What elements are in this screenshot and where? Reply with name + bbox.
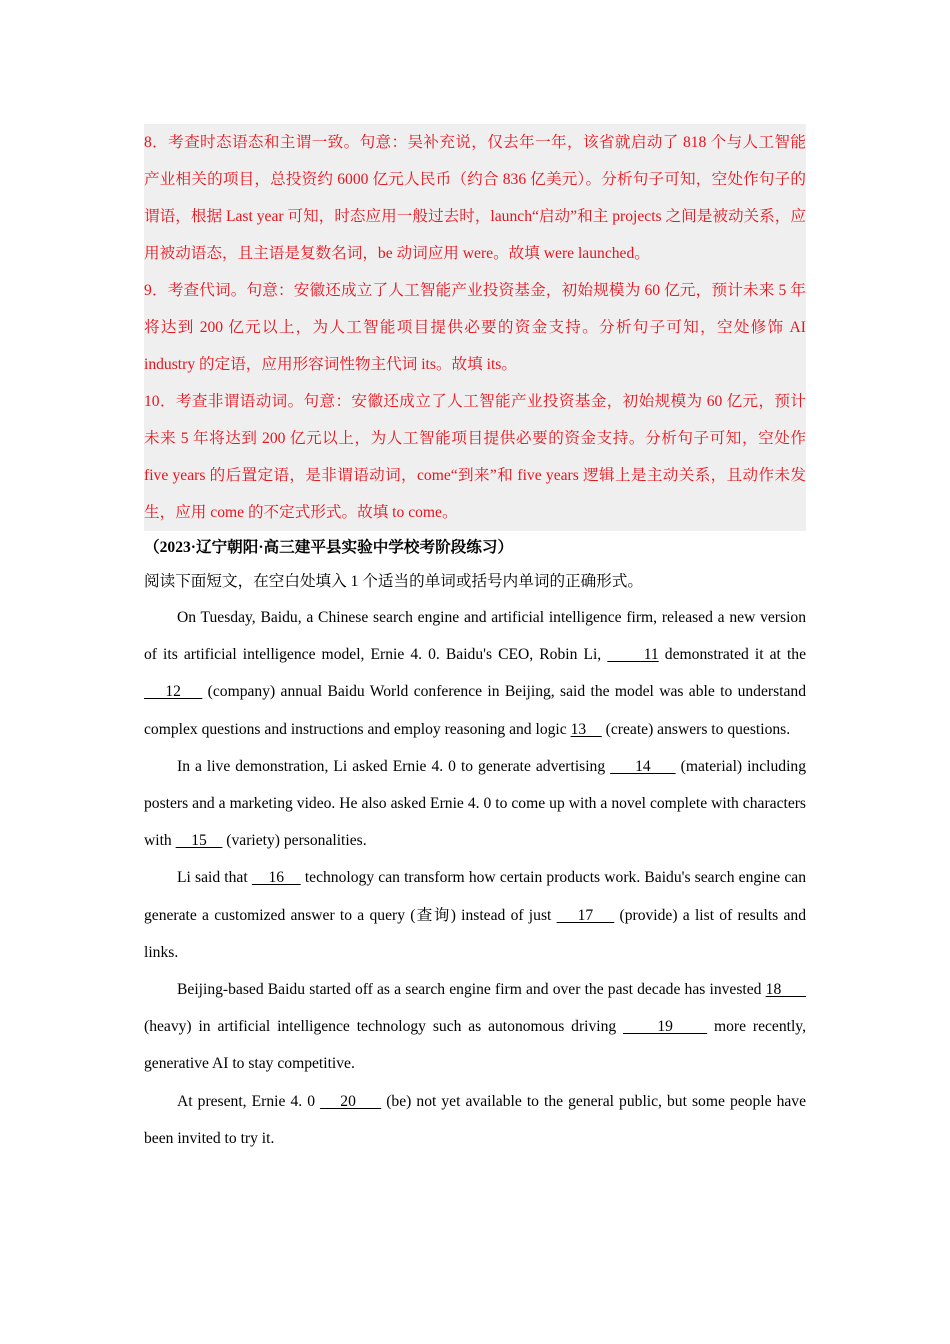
- blank-13: 13: [570, 720, 602, 738]
- passage-text: At present, Ernie 4. 0: [177, 1092, 321, 1110]
- passage-text: (be) not yet available to the general public, but some people have been invited to try it.: [144, 1092, 807, 1147]
- blank-16: 16: [251, 869, 301, 887]
- passage-text: technology can transform how certain products work. Baidu's search engine can generate a customized answer to a query (查询) instead of just: [144, 869, 807, 924]
- passage-paragraph-3: [144, 859, 806, 971]
- blank-11: 11: [607, 646, 659, 664]
- answer-explanation-10: 10．考查非谓语动词。句意：安徽还成立了人工智能产业投资基金，初始规模为 60 亿元，预计未来 5 年将达到 200 亿元以上，为人工智能项目提供必要的资金支持。分析句子可知，空处作 five years 的后置定语，是非谓语动词，come“到来”和 five years 逻辑上是主动关系，且动作未发生，应用 come 的不定式形式。故填 to come。: [144, 393, 806, 521]
- passage-text: (create) answers to questions.: [601, 720, 791, 738]
- answer-explanation-8: 8．考查时态语态和主谓一致。句意：吴补充说，仅去年一年，该省就启动了 818 个与人工智能产业相关的项目，总投资约 6000 亿元人民币（约合 836 亿美元）。分析句子可知，空处作句子的谓语，根据 Last year 可知，时态应用一般过去时，launch“启动”和主 projects 之间是被动关系，应用被动语态，且主语是复数名词，be 动词应用 were。故填 were launched。: [144, 134, 806, 262]
- blank-15: 15: [175, 832, 223, 850]
- passage-paragraph-2: [144, 748, 806, 860]
- exercise-instruction: 阅读下面短文，在空白处填入 1 个适当的单词或括号内单词的正确形式。: [144, 573, 644, 590]
- blank-20: 20: [320, 1092, 382, 1110]
- passage-paragraph-4: [144, 971, 806, 1083]
- document-page: [144, 124, 806, 1157]
- passage-text: (company) annual Baidu World conference in Beijing, said the model was able to understand complex questions and instructions and employ reasoning and logic: [144, 683, 806, 738]
- answer-explanation-9: 9．考查代词。句意：安徽还成立了人工智能产业投资基金，初始规模为 60 亿元，预计未来 5 年将达到 200 亿元以上，为人工智能项目提供必要的资金支持。分析句子可知，空处修饰 AI industry 的定语，应用形容词性物主代词 its。故填 its。: [144, 282, 806, 373]
- passage-text: (heavy) in artificial intelligence technology such as autonomous driving: [144, 1018, 624, 1036]
- passage-text: Li said that: [177, 869, 252, 887]
- passage-text: (provide) a list of results and links.: [144, 906, 807, 961]
- passage-paragraph-1: [144, 599, 806, 748]
- blank-17: 17: [556, 906, 615, 924]
- passage-text: demonstrated it at the: [658, 646, 807, 664]
- blank-19: 19: [623, 1018, 708, 1036]
- answer-explanation-box: [144, 124, 806, 531]
- blank-12: 12: [144, 683, 203, 701]
- passage-paragraph-5: [144, 1083, 806, 1157]
- passage-text: more recently, generative AI to stay competitive.: [144, 1018, 806, 1073]
- blank-18: 18: [765, 981, 806, 999]
- passage-text: In a live demonstration, Li asked Ernie 4. 0 to generate advertising: [177, 757, 611, 775]
- passage-text: On Tuesday, Baidu, a Chinese search engine and artificial intelligence firm, released a new version of its artificial intelligence model, Ernie 4. 0. Baidu's CEO, Robin Li,: [144, 609, 806, 664]
- cloze-passage: [144, 599, 806, 1157]
- passage-text: (material) including posters and a marketing video. He also asked Ernie 4. 0 to come up with a novel complete with characters with: [144, 757, 806, 850]
- blank-14: 14: [610, 757, 676, 775]
- passage-text: Beijing-based Baidu started off as a search engine firm and over the past decade has invested: [177, 981, 766, 999]
- passage-text: (variety) personalities.: [222, 832, 367, 850]
- exercise-source: （2023·辽宁朝阳·高三建平县实验中学校考阶段练习）: [144, 539, 514, 556]
